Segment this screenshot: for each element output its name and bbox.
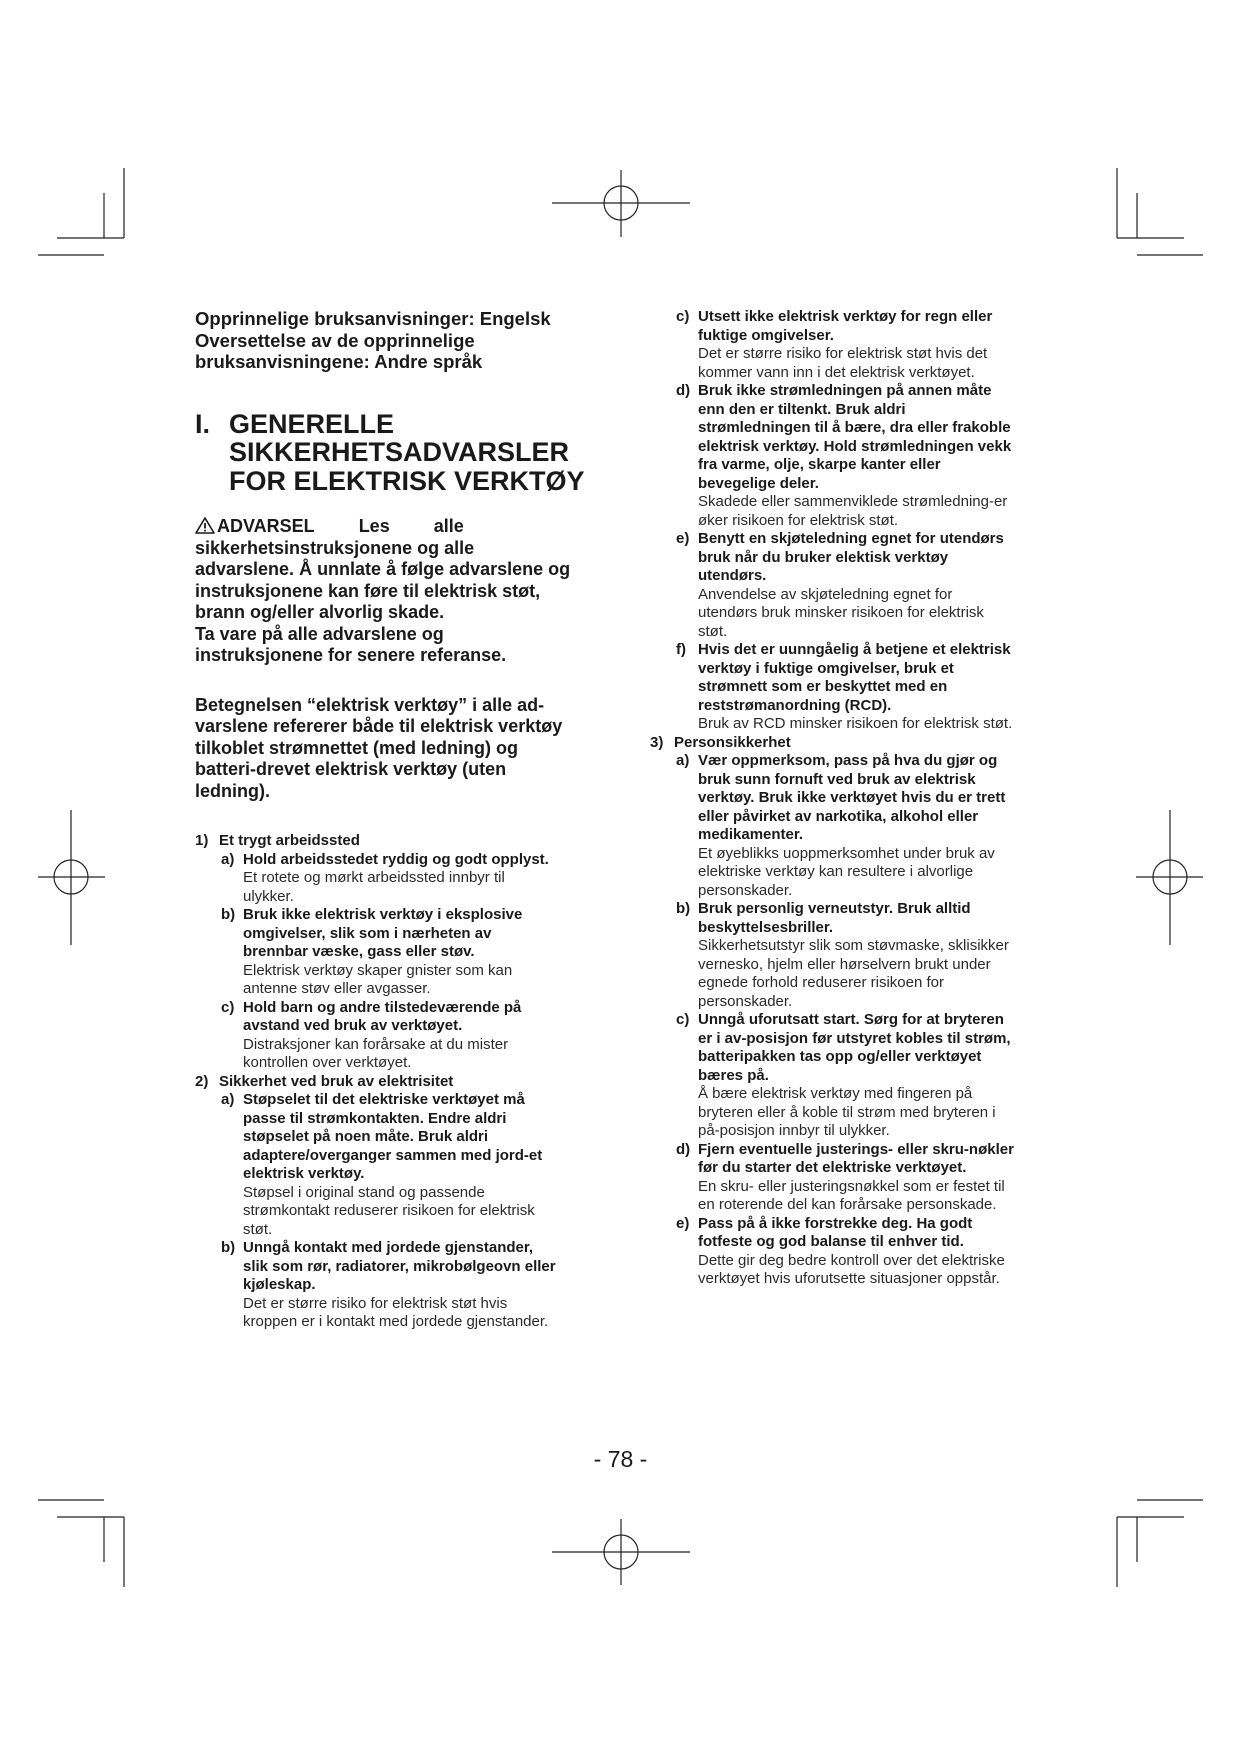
warning-line: advarslene. Å unnlate å følge advarslene og xyxy=(195,559,571,579)
item-explanation-line: kontrollen over verktøyet. xyxy=(243,1054,412,1071)
item-instruction-line: avstand ved bruk av verktøyet. xyxy=(243,1017,463,1034)
item-explanation-line: Elektrisk verktøy skaper gnister som kan xyxy=(243,961,513,979)
section-title: Et trygt arbeidssted xyxy=(219,832,360,849)
item-instruction-line: Bruk personlig verneutstyr. Bruk alltid xyxy=(698,900,971,917)
item-letter: a) xyxy=(221,850,235,868)
item-body xyxy=(698,1141,1070,1215)
item-explanation-line: Det er større risiko for elektrisk støt hvis det xyxy=(698,345,988,362)
item-instruction-line: bæres på. xyxy=(698,1066,769,1084)
item-instruction-line: beskyttelsesbriller. xyxy=(698,918,834,936)
item-body xyxy=(243,1239,605,1332)
warning-label: ADVARSEL xyxy=(217,516,315,536)
warning-line: brann og/eller alvorlig skade. xyxy=(195,602,445,622)
item-explanation-line: kroppen er i kontakt med jordede gjenstander. xyxy=(243,1313,549,1330)
item-instruction-line: er i av-posisjon før utstyret kobles til strøm, xyxy=(698,1029,1011,1047)
item-explanation-line: Sikkerhetsutstyr slik som støvmaske, sklisikker xyxy=(698,937,1009,954)
item-instruction-line: medikamenter. xyxy=(698,826,804,843)
item-instruction-line: verktøy i fuktige omgivelser, bruk et xyxy=(698,659,954,677)
item-explanation-line: Anvendelse av skjøteledning egnet for xyxy=(698,585,953,603)
item-instruction-line: utendørs. xyxy=(698,567,767,584)
item-instruction-line: Unngå kontakt med jordede gjenstander, xyxy=(243,1239,534,1256)
item-instruction-line: adaptere/overganger sammen med jord-et xyxy=(243,1146,543,1164)
item-instruction-line: kjøleskap. xyxy=(243,1276,316,1293)
item-explanation-line: på-posisjon innbyr til ulykker. xyxy=(698,1122,890,1139)
item-explanation-line: Et rotete og mørkt arbeidssted innbyr til xyxy=(243,869,505,886)
heading-line: FOR ELEKTRISK VERKTØY xyxy=(229,465,585,496)
item-letter: b) xyxy=(676,900,691,917)
intro-line: Oversettelse av de opprinnelige xyxy=(195,329,475,351)
item-body xyxy=(698,641,1070,734)
item-body xyxy=(698,530,1070,641)
right-column xyxy=(650,308,1070,1289)
section-number: 1) xyxy=(195,832,209,849)
item-explanation-line: elektriske verktøy kan resultere i alvorlige xyxy=(698,863,974,880)
term-line: ledning). xyxy=(195,780,270,801)
warning-line: sikkerhetsinstruksjonene og alle xyxy=(195,537,475,558)
item-letter: b) xyxy=(221,906,236,923)
section-title: Sikkerhet ved bruk av elektrisitet xyxy=(219,1072,454,1090)
item-instruction-line: fra varme, olje, skarpe kanter eller xyxy=(698,456,941,473)
warning-line: instruksjonene kan føre til elektrisk støt, xyxy=(195,580,541,601)
keep-line: Ta vare på alle advarslene og xyxy=(195,623,444,644)
keep-instructions xyxy=(195,624,605,667)
heading-line: SIKKERHETSADVARSLER xyxy=(229,437,570,467)
item-explanation-line: vernesko, hjelm eller hørselvern brukt under xyxy=(698,955,991,973)
item-explanation-line: kommer vann inn i det elektrisk verktøyet. xyxy=(698,363,975,381)
item-body xyxy=(698,308,1070,382)
list-item xyxy=(676,308,1070,382)
item-letter: f) xyxy=(676,641,686,658)
item-letter: a) xyxy=(676,752,690,769)
heading-title xyxy=(229,410,585,496)
item-body xyxy=(698,900,1070,1011)
warning-word: alle xyxy=(433,516,464,536)
list-item xyxy=(676,641,1070,734)
item-explanation-line: støt. xyxy=(243,1220,273,1238)
item-instruction-line: eller påvirket av narkotika, alkohol eller xyxy=(698,807,979,825)
section-1-header xyxy=(195,832,605,851)
item-instruction-line: Hold barn og andre tilstedeværende på xyxy=(243,998,522,1016)
page-number: - 78 - xyxy=(593,1446,648,1472)
section-title: Personsikkerhet xyxy=(674,733,791,751)
item-explanation-line: ulykker. xyxy=(243,887,294,905)
item-instruction-line: strømledningen til å bære, dra eller frakoble xyxy=(698,419,1011,436)
item-instruction-line: Hvis det er uunngåelig å betjene et elektrisk xyxy=(698,641,1011,658)
term-definition xyxy=(195,695,605,803)
item-instruction-line: omgivelser, slik som i nærheten av xyxy=(243,924,492,942)
item-instruction-line: strømnett som er beskyttet med en xyxy=(698,678,948,695)
item-instruction-line: reststrømanordning (RCD). xyxy=(698,696,892,714)
item-instruction-line: Benytt en skjøteledning egnet for utendørs xyxy=(698,530,1004,547)
item-instruction-line: Bruk ikke elektrisk verktøy i eksplosive xyxy=(243,906,523,923)
section-3-header xyxy=(650,734,1070,753)
item-body xyxy=(698,1215,1070,1289)
section-number: 3) xyxy=(650,733,664,751)
item-letter: e) xyxy=(676,1214,690,1232)
item-instruction-line: elektrisk verktøy. xyxy=(243,1165,365,1182)
item-instruction-line: Fjern eventuelle justerings- eller skru-nøkler xyxy=(698,1140,1014,1158)
list-item xyxy=(676,1141,1070,1215)
heading-number: I. xyxy=(195,408,211,439)
section-1-items xyxy=(195,851,605,1073)
item-letter: d) xyxy=(676,382,691,399)
item-explanation-line: personskader. xyxy=(698,992,793,1010)
item-instruction-line: bruk sunn fornuft ved bruk av elektrisk xyxy=(698,770,976,788)
item-explanation-line: utendørs bruk minsker risikoen for elektrisk xyxy=(698,604,984,621)
item-instruction-line: passe til strømkontakten. Endre aldri xyxy=(243,1109,507,1127)
item-explanation-line: Det er større risiko for elektrisk støt hvis xyxy=(243,1294,508,1312)
item-instruction-line: enn den er tiltenkt. Bruk aldri xyxy=(698,400,906,418)
list-item xyxy=(676,1215,1070,1289)
item-instruction-line: Støpselet til det elektriske verktøyet må xyxy=(243,1091,525,1108)
section-2-items-left xyxy=(195,1091,605,1332)
item-letter: c) xyxy=(676,1011,690,1028)
list-item xyxy=(676,1011,1070,1141)
item-instruction-line: Utsett ikke elektrisk verktøy for regn eller xyxy=(698,308,993,325)
item-explanation-line: Bruk av RCD minsker risikoen for elektrisk støt. xyxy=(698,715,1013,732)
item-instruction-line: batteripakken tas opp og/eller verktøyet xyxy=(698,1048,982,1065)
list-item xyxy=(676,900,1070,1011)
list-item xyxy=(221,1239,605,1332)
intro-line: Opprinnelige bruksanvisninger: Engelsk xyxy=(195,308,551,329)
term-line: tilkoblet strømnettet (med ledning) og xyxy=(195,737,518,758)
warning-word: Les xyxy=(358,516,390,536)
item-instruction-line: bruk når du bruker elektisk verktøy xyxy=(698,548,949,566)
list-item xyxy=(676,382,1070,530)
item-explanation-line: strømkontakt reduserer risikoen for elektrisk xyxy=(243,1202,535,1219)
heading-line: GENERELLE xyxy=(229,408,395,439)
list-item xyxy=(221,1091,605,1239)
list-item xyxy=(221,851,605,907)
item-body xyxy=(243,906,605,999)
item-letter: a) xyxy=(221,1091,235,1108)
warning-triangle-icon xyxy=(195,517,215,534)
item-letter: c) xyxy=(676,308,690,325)
section-number: 2) xyxy=(195,1072,209,1090)
left-column xyxy=(195,308,605,1332)
item-body xyxy=(698,382,1070,530)
term-line: batteri-drevet elektrisk verktøy (uten xyxy=(195,759,507,779)
item-body xyxy=(243,1091,605,1239)
item-explanation-line: Et øyeblikks uoppmerksomhet under bruk av xyxy=(698,844,995,862)
item-explanation-line: Å bære elektrisk verktøy med fingeren på xyxy=(698,1085,973,1102)
item-explanation-line: personskader. xyxy=(698,881,793,899)
keep-line: instruksjonene for senere referanse. xyxy=(195,645,507,665)
section-heading xyxy=(195,410,605,496)
item-explanation-line: verktøyet hvis uforutsette situasjoner oppstår. xyxy=(698,1270,1000,1287)
item-body xyxy=(243,999,605,1073)
item-letter: e) xyxy=(676,530,690,547)
item-instruction-line: fotfeste og god balanse til enhver tid. xyxy=(698,1233,964,1250)
item-explanation-line: Distraksjoner kan forårsake at du mister xyxy=(243,1035,509,1053)
list-item xyxy=(221,999,605,1073)
section-3-items xyxy=(650,752,1070,1289)
item-explanation-line: bryteren eller å koble til strøm med bryteren i xyxy=(698,1103,996,1121)
term-line: varslene refererer både til elektrisk verktøy xyxy=(195,716,563,736)
item-body xyxy=(698,1011,1070,1141)
item-body xyxy=(698,752,1070,900)
term-line: Betegnelsen “elektrisk verktøy” i alle ad- xyxy=(195,694,545,715)
section-2-items-right xyxy=(650,308,1070,734)
item-instruction-line: elektrisk verktøy. Hold strømledningen vekk xyxy=(698,437,1012,455)
section-2-header xyxy=(195,1073,605,1092)
item-explanation-line: egnede forhold reduserer risikoen for xyxy=(698,974,944,991)
item-explanation-line: En skru- eller justeringsnøkkel som er festet til xyxy=(698,1177,1005,1195)
item-letter: b) xyxy=(221,1239,236,1256)
item-explanation-line: antenne støv eller avgasser. xyxy=(243,980,431,997)
item-body xyxy=(243,851,605,907)
item-instruction-line: Hold arbeidsstedet ryddig og godt opplyst. xyxy=(243,850,549,868)
item-instruction-line: brennbar væske, gass eller støv. xyxy=(243,943,475,960)
list-item xyxy=(676,530,1070,641)
item-instruction-line: Vær oppmerksom, pass på hva du gjør og xyxy=(698,752,998,769)
intro-line: bruksanvisningene: Andre språk xyxy=(195,351,483,372)
list-item xyxy=(221,906,605,999)
item-explanation-line: Dette gir deg bedre kontroll over det elektriske xyxy=(698,1251,1005,1269)
item-instruction-line: bevegelige deler. xyxy=(698,474,819,492)
item-explanation-line: en roterende del kan forårsake personskade. xyxy=(698,1196,997,1213)
item-letter: d) xyxy=(676,1140,691,1158)
intro-text xyxy=(195,308,605,373)
item-instruction-line: støpselet på noen måte. Bruk aldri xyxy=(243,1128,489,1145)
list-item xyxy=(676,752,1070,900)
item-instruction-line: fuktige omgivelser. xyxy=(698,326,834,344)
item-instruction-line: Unngå uforutsatt start. Sørg for at bryteren xyxy=(698,1011,1004,1028)
item-letter: c) xyxy=(221,998,235,1016)
warning-paragraph xyxy=(195,516,605,624)
item-explanation-line: støt. xyxy=(698,622,728,640)
item-instruction-line: Bruk ikke strømledningen på annen måte xyxy=(698,382,992,399)
item-explanation-line: Skadede eller sammenviklede strømledning-er xyxy=(698,493,1008,510)
item-explanation-line: øker risikoen for elektrisk støt. xyxy=(698,511,899,529)
item-explanation-line: Støpsel i original stand og passende xyxy=(243,1183,485,1201)
item-instruction-line: verktøy. Bruk ikke verktøyet hvis du er trett xyxy=(698,789,1006,806)
item-instruction-line: slik som rør, radiatorer, mikrobølgeovn eller xyxy=(243,1257,556,1275)
item-instruction-line: før du starter det elektriske verktøyet. xyxy=(698,1159,967,1176)
item-instruction-line: Pass på å ikke forstrekke deg. Ha godt xyxy=(698,1214,973,1232)
